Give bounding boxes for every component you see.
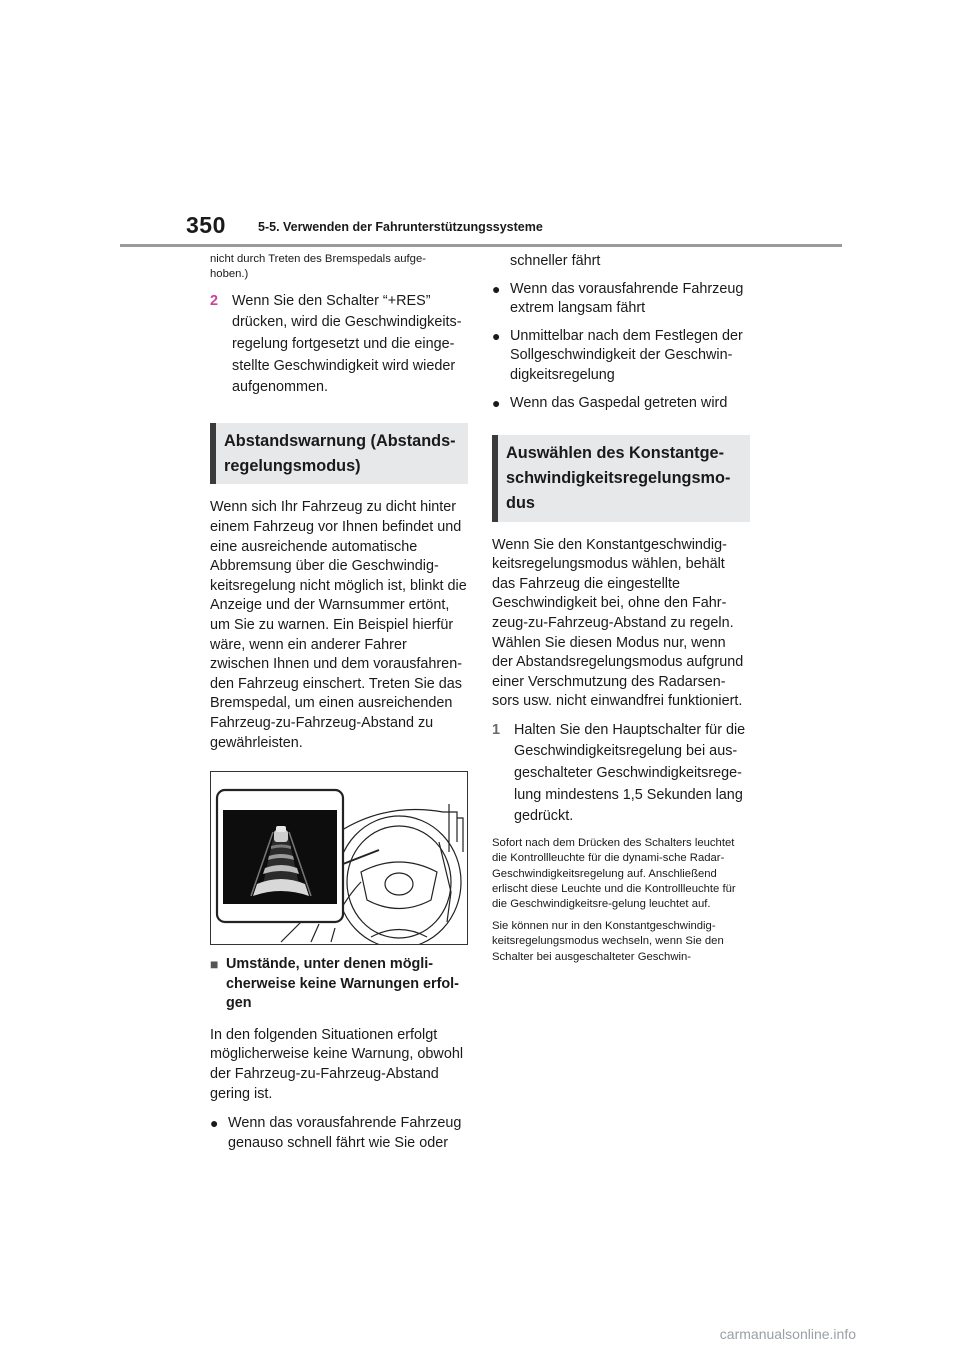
bullet-item-continued [492,252,750,272]
bullet-dot-icon: ● [210,1115,219,1132]
step-2 [210,291,468,399]
bullet-text: schneller fährt [510,253,601,269]
continued-text: nicht durch Treten des Bremspedals aufge- hoben.) [210,253,427,281]
section-title: 5-5. Verwenden der Fahrunterstützungssysteme [258,220,543,234]
illustration-cockpit [210,771,468,945]
bullet-text: Wenn das vorausfahrende Fahrzeug genauso schnell fährt wie Sie oder [228,1115,462,1151]
subheading-text: Umstände, unter denen mögli-cherweise keine Warnungen erfol-gen [226,956,459,1012]
paragraph-no-warning: In den folgenden Situationen erfolgt möglicherweise keine Warnung, obwohl der Fahrzeug-zu-Fahrzeug-Abstand gering ist. [210,1026,464,1102]
bullet-item [492,394,750,414]
left-column [210,252,468,1153]
step-1 [492,720,750,828]
paragraph-constant-speed: Wenn Sie den Konstantgeschwindig-keitsregelungsmodus wählen, behält das Fahrzeug die eingestellte Geschwindigkeit bei, ohne den Fahr-zeug-zu-Fahrzeug-Abstand zu regeln. Wählen Sie diesen Modus nur, wenn der Abstandsregelungsmodus aufgrund einer Verschmutzung des Radarsen-sors usw. nicht einwandfrei funktioniert. [492,536,744,710]
bullet-dot-icon: ● [492,327,501,344]
square-bullet-icon: ■ [210,956,219,973]
bullet-dot-icon: ● [492,394,501,411]
bullet-text: Wenn das vorausfahrende Fahrzeug extrem langsam fährt [510,280,744,317]
right-column [492,252,750,965]
header-rule [120,244,842,247]
page-number: 350 [186,212,226,238]
note-switch-mode: Sie können nur in den Konstantgeschwindig-keitsregelungsmodus wechseln, wenn Sie den Schalter bei ausgeschalteter Geschwin- [492,919,724,963]
subheading-no-warning [210,955,468,1014]
step-number: 2 [210,292,219,309]
bullet-item [492,327,750,386]
paragraph-distance-warning: Wenn sich Ihr Fahrzeug zu dicht hinter einem Fahrzeug vor Ihnen befindet und eine ausreichende automatische Abbremsung über die Geschwindig-keitsregelung nicht möglich ist, blinkt die Anzeige und der Warnsummer ertönt, um Sie zu warnen. Ein Beispiel hierfür wäre, wenn ein anderer Fahrer zwischen Ihnen und dem vorausfahren-den Fahrzeug einschert. Treten Sie das Bremspedal, um einen ausreichenden Fahrzeug-zu-Fahrzeug-Abstand zu gewährleisten. [210,499,467,751]
bullet-dot-icon: ● [492,280,501,297]
step-text: Wenn Sie den Schalter “+RES” drücken, wird die Geschwindigkeits-regelung fortgesetzt und die einge-stellte Geschwindigkeit wird wieder aufgenommen. [232,292,462,396]
bullet-text: Unmittelbar nach dem Festlegen der Sollgeschwindigkeit der Geschwin-digkeitsregelung [510,327,743,383]
cockpit-drawing [211,772,467,944]
step-number: 1 [492,721,501,738]
heading-constant-speed: Auswählen des Konstantge-schwindigkeitsregelungsmo-dus [492,435,750,521]
watermark: carmanualsonline.info [719,1326,856,1342]
bullet-item [492,280,750,319]
bullet-text: Wenn das Gaspedal getreten wird [510,394,728,411]
heading-distance-warning: Abstandswarnung (Abstands-regelungsmodus) [210,423,468,485]
bullet-item [210,1114,468,1153]
note-indicator: Sofort nach dem Drücken des Schalters leuchtet die Kontrollleuchte für die dynami-sche Radar-Geschwindigkeitsregelung auf. Anschließend erlischt diese Leuchte und die Kontrollleuchte für die Geschwindigkeitsre-gelung leuchtet auf. [492,836,736,911]
step-text: Halten Sie den Hauptschalter für die Geschwindigkeitsregelung bei aus-geschalteter Geschwindigkeitsrege-lung mindestens 1,5 Sekunden lang gedrückt. [514,721,746,825]
